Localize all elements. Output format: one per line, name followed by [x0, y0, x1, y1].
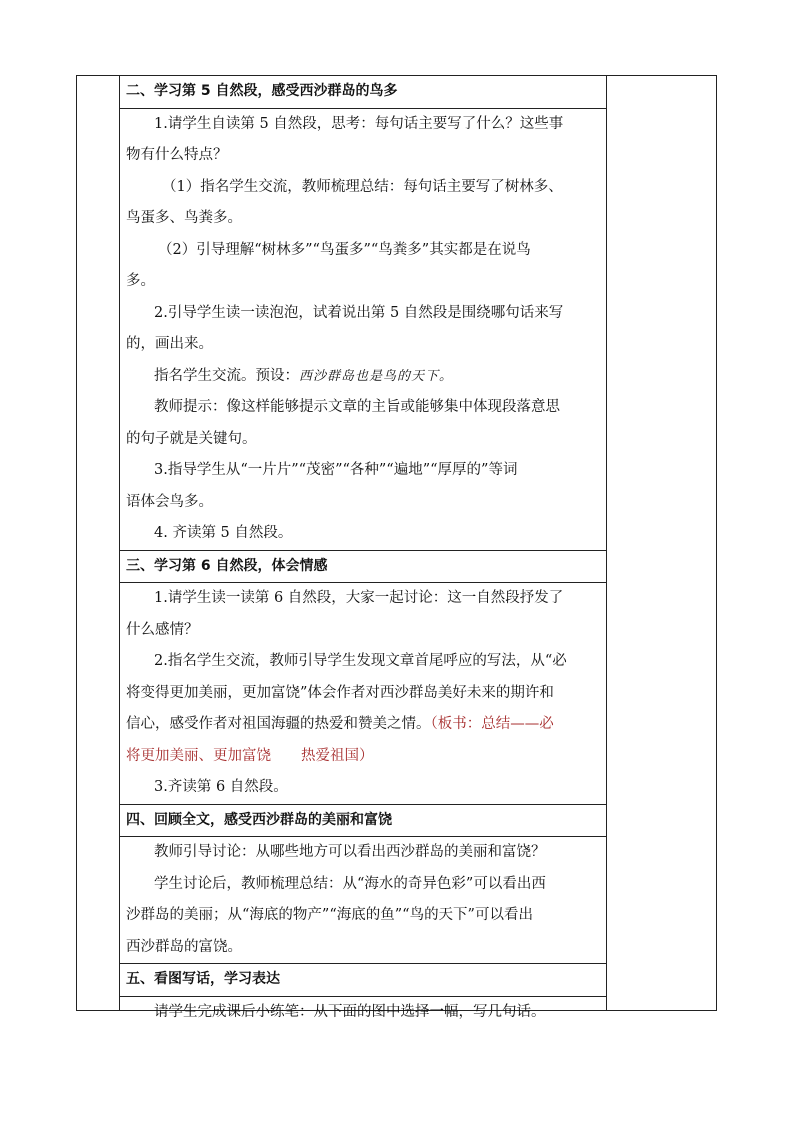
board-note: （板书：总结——必	[430, 716, 554, 732]
section-heading: 三、学习第 6 自然段，体会情感	[126, 557, 328, 574]
paragraph-text: 信心，感受作者对祖国海疆的热爱和赞美之情。	[126, 716, 431, 732]
paragraph-line: 教师提示：像这样能够提示文章的主旨或能够集中体现段落意思	[154, 399, 560, 415]
paragraph-line: （2）引导理解“树林多”“鸟蛋多”“鸟粪多”其实都是在说鸟	[158, 241, 531, 258]
paragraph-line: 的，画出来。	[126, 336, 213, 352]
paragraph-line: 将变得更加美丽，更加富饶”体会作者对西沙群岛美好未来的期许和	[126, 684, 554, 701]
paragraph-line: 沙群岛的美丽；从“海底的物产”“海底的鱼”“鸟的天下”可以看出	[126, 907, 533, 923]
section-heading: 二、学习第 5 自然段，感受西沙群岛的鸟多	[126, 83, 398, 99]
paragraph-line: 1.请学生读一读第 6 自然段，大家一起讨论：这一自然段抒发了	[154, 590, 564, 606]
paragraph-line: 教师引导讨论：从哪些地方可以看出西沙群岛的美丽和富饶？	[154, 844, 546, 860]
paragraph-line	[126, 361, 600, 393]
board-note: 将更加美丽、更加富饶	[126, 747, 271, 764]
paragraph-line: 的句子就是关键句。	[126, 430, 257, 447]
section-heading: 四、回顾全文，感受西沙群岛的美丽和富饶	[126, 811, 392, 828]
section-heading: 五、看图写话，学习表达	[126, 971, 280, 987]
column-divider-right	[606, 76, 607, 1010]
preset-answer: 西沙群岛也是鸟的天下。	[299, 368, 454, 384]
paragraph-line: 学生讨论后，教师梳理总结：从“海水的奇异色彩”可以看出西	[154, 875, 546, 892]
paragraph-line: 多。	[126, 273, 155, 289]
paragraph-line: 2.引导学生读一读泡泡，试着说出第 5 自然段是围绕哪句话来写	[154, 304, 564, 321]
paragraph-line: 3.齐读第 6 自然段。	[154, 779, 288, 795]
paragraph-line: 4. 齐读第 5 自然段。	[154, 525, 293, 541]
teaching-process-cell	[120, 76, 606, 1020]
paragraph-line: （1）指名学生交流，教师梳理总结：每句话主要写了树林多、	[162, 178, 563, 195]
paragraph-line: 语体会鸟多。	[126, 493, 213, 510]
paragraph-line: 物有什么特点？	[126, 147, 228, 163]
paragraph-line: 西沙群岛的富饶。	[126, 938, 242, 955]
paragraph-line: 什么感情？	[126, 621, 199, 638]
paragraph-line: 鸟蛋多、鸟粪多。	[126, 210, 242, 226]
paragraph-line: 2.指名学生交流，教师引导学生发现文章首尾呼应的写法，从“必	[154, 653, 567, 669]
paragraph-line: 请学生完成课后小练笔：从下面的图中选择一幅，写几句话。	[154, 1003, 546, 1020]
paragraph-line: 3.指导学生从“一片片”“茂密”“各种”“遍地”“厚厚的”等词	[154, 462, 518, 478]
paragraph-line	[126, 709, 600, 741]
board-note-line	[126, 741, 600, 773]
lesson-plan-table	[76, 75, 717, 1020]
paragraph-line: 1.请学生自读第 5 自然段，思考：每句话主要写了什么？这些事	[154, 115, 564, 132]
preset-lead: 指名学生交流。预设：	[154, 367, 299, 384]
board-note: 热爱祖国）	[301, 747, 374, 764]
